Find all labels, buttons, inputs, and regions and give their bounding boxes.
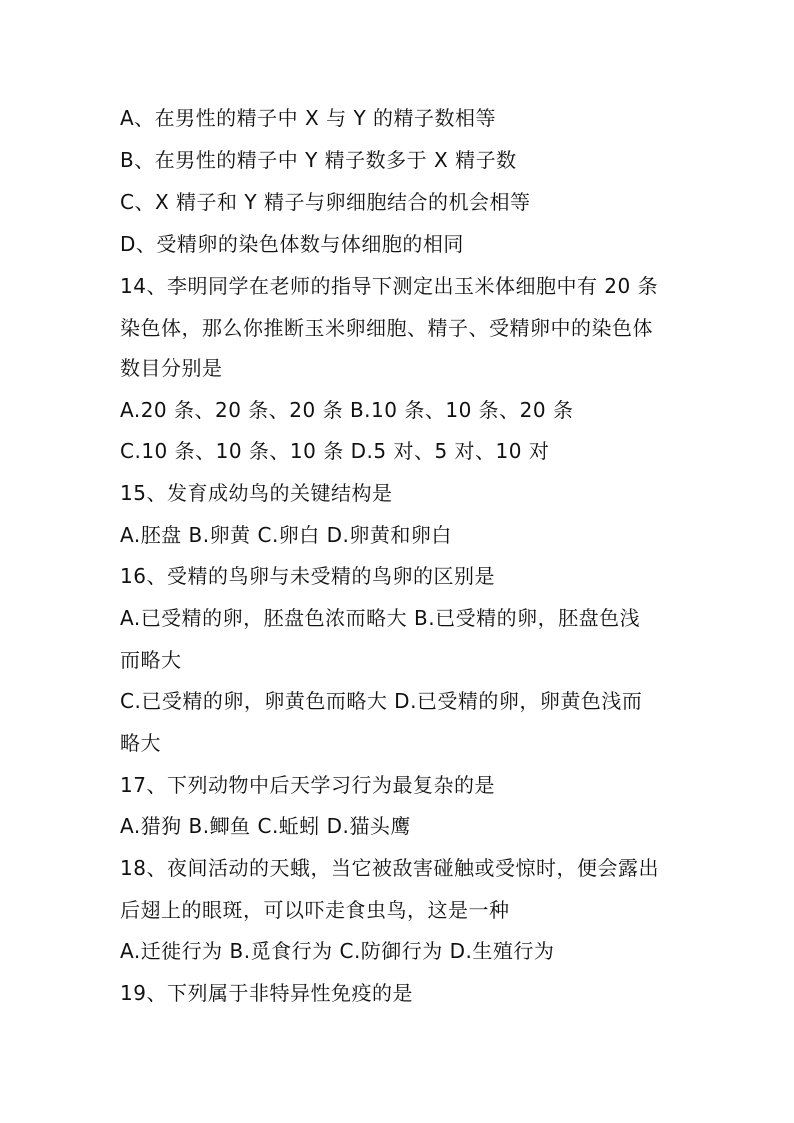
question-15: 15、发育成幼鸟的关键结构是	[120, 481, 393, 505]
options-17: A.猎狗 B.鲫鱼 C.蚯蚓 D.猫头鹰	[120, 814, 411, 838]
question-14-line3: 数目分别是	[120, 356, 223, 380]
question-16: 16、受精的鸟卵与未受精的鸟卵的区别是	[120, 564, 495, 588]
option-13b: B、在男性的精子中 Y 精子数多于 X 精子数	[120, 148, 517, 172]
options-14-cd: C.10 条、10 条、10 条 D.5 对、5 对、10 对	[120, 439, 550, 463]
options-16-ab-line1: A.已受精的卵，胚盘色浓而略大 B.已受精的卵，胚盘色浅	[120, 606, 641, 630]
options-18: A.迁徙行为 B.觅食行为 C.防御行为 D.生殖行为	[120, 939, 555, 963]
options-15: A.胚盘 B.卵黄 C.卵白 D.卵黄和卵白	[120, 523, 452, 547]
question-17: 17、下列动物中后天学习行为最复杂的是	[120, 773, 495, 797]
options-14-ab: A.20 条、20 条、20 条 B.10 条、10 条、20 条	[120, 398, 574, 422]
options-16-cd-line2: 略大	[120, 731, 161, 755]
option-13c: C、X 精子和 Y 精子与卵细胞结合的机会相等	[120, 190, 531, 214]
option-13a: A、在男性的精子中 X 与 Y 的精子数相等	[120, 106, 497, 130]
question-18-line1: 18、夜间活动的天蛾，当它被敌害碰触或受惊时，便会露出	[120, 856, 659, 880]
option-13d: D、受精卵的染色体数与体细胞的相同	[120, 232, 464, 256]
question-14-line1: 14、李明同学在老师的指导下测定出玉米体细胞中有 20 条	[120, 274, 659, 298]
options-16-cd-line1: C.已受精的卵，卵黄色而略大 D.已受精的卵，卵黄色浅而	[120, 689, 643, 713]
question-19: 19、下列属于非特异性免疫的是	[120, 981, 413, 1005]
question-18-line2: 后翅上的眼斑，可以吓走食虫鸟，这是一种	[120, 898, 510, 922]
question-14-line2: 染色体，那么你推断玉米卵细胞、精子、受精卵中的染色体	[120, 316, 653, 340]
options-16-ab-line2: 而略大	[120, 648, 182, 672]
